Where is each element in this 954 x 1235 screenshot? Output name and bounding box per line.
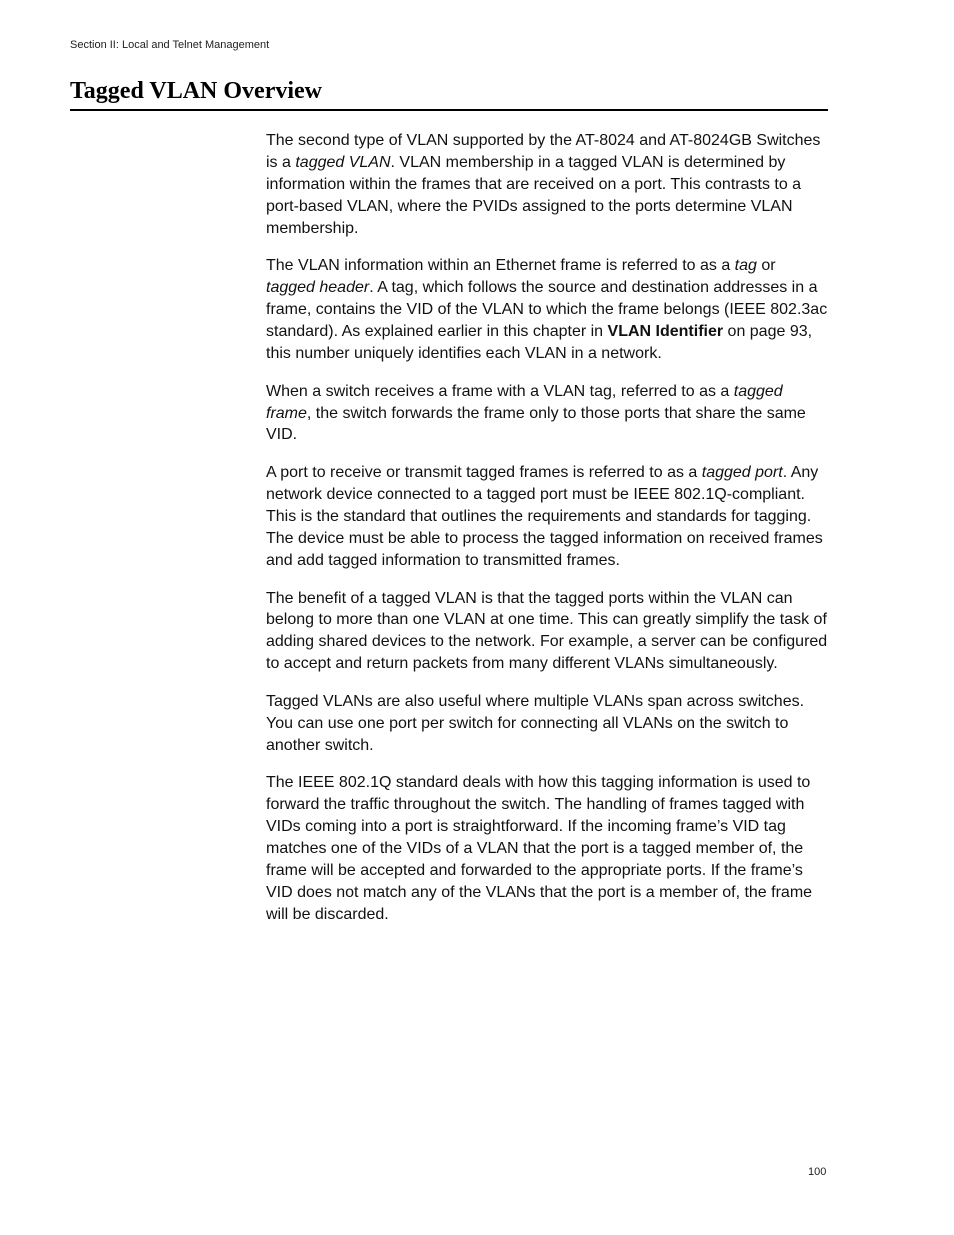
- paragraph-2: [266, 255, 828, 365]
- p3-text-c: , the switch forwards the frame only to those ports that share the same VID.: [266, 404, 806, 444]
- page-number: 100: [808, 1166, 827, 1178]
- p3-term-tagged-frame: tagged frame: [266, 382, 783, 422]
- p2-text-c: or: [756, 257, 776, 275]
- paragraph-1: [266, 130, 828, 240]
- p1-text-c: . VLAN membership in a tagged VLAN is determined by information within the frames that are received on a port. This contrasts to a port-based VLAN, where the PVIDs assigned to the ports determine VLAN membership.: [266, 153, 802, 237]
- p2-term-tag: tag: [734, 257, 757, 275]
- paragraph-4: [266, 462, 828, 572]
- page-title: Tagged VLAN Overview: [70, 78, 322, 104]
- p2-text-e: . A tag, which follows the source and destination addresses in a frame, contains the VID of the VLAN to which the frame belongs (IEEE 802.3ac standard). As explained earlier in this chapter in: [266, 279, 828, 341]
- vlan-identifier-link[interactable]: VLAN Identifier: [607, 323, 724, 341]
- p1-text-a: The second type of VLAN supported by the AT-8024 and AT-8024GB Switches is a: [266, 132, 821, 171]
- paragraph-6: Tagged VLANs are also useful where multiple VLANs span across switches. You can use one port per switch for connecting all VLANs on the switch to another switch.: [266, 692, 805, 754]
- p4-term-tagged-port: tagged port: [701, 464, 783, 482]
- body-text: [266, 130, 828, 942]
- p2-term-tagged-header: tagged header: [266, 279, 370, 297]
- p1-term-tagged-vlan: tagged VLAN: [295, 153, 391, 171]
- paragraph-7: The IEEE 802.1Q standard deals with how this tagging information is used to forward the traffic throughout the switch. The handling of frames tagged with VIDs coming into a port is straightforward. If the incoming frame’s VID tag matches one of the VIDs of a VLAN that the port is a tagged member of, the frame will be accepted and forwarded to the appropriate ports. If the frame’s VID does not match any of the VLANs that the port is a member of, the frame will be discarded.: [266, 774, 813, 923]
- p2-text-a: The VLAN information within an Ethernet frame is referred to as a: [266, 257, 735, 275]
- p2-text-g: on page 93, this number uniquely identifies each VLAN in a network.: [266, 323, 813, 362]
- running-header: Section II: Local and Telnet Management: [70, 39, 270, 51]
- p4-text-c: . Any network device connected to a tagged port must be IEEE 802.1Q-compliant. This is the standard that outlines the requirements and standards for tagging. The device must be able to process the tagged information on received frames and add tagged information to transmitted frames.: [266, 464, 823, 569]
- paragraph-5: The benefit of a tagged VLAN is that the tagged ports within the VLAN can belong to more than one VLAN at one time. This can greatly simplify the task of adding shared devices to the network. For example, a server can be configured to accept and return packets from many different VLANs simultaneously.: [266, 589, 828, 673]
- p4-text-a: A port to receive or transmit tagged frames is referred to as a: [266, 464, 702, 482]
- paragraph-3: [266, 381, 828, 447]
- p3-text-a: When a switch receives a frame with a VLAN tag, referred to as a: [266, 382, 734, 400]
- title-rule: [70, 109, 828, 111]
